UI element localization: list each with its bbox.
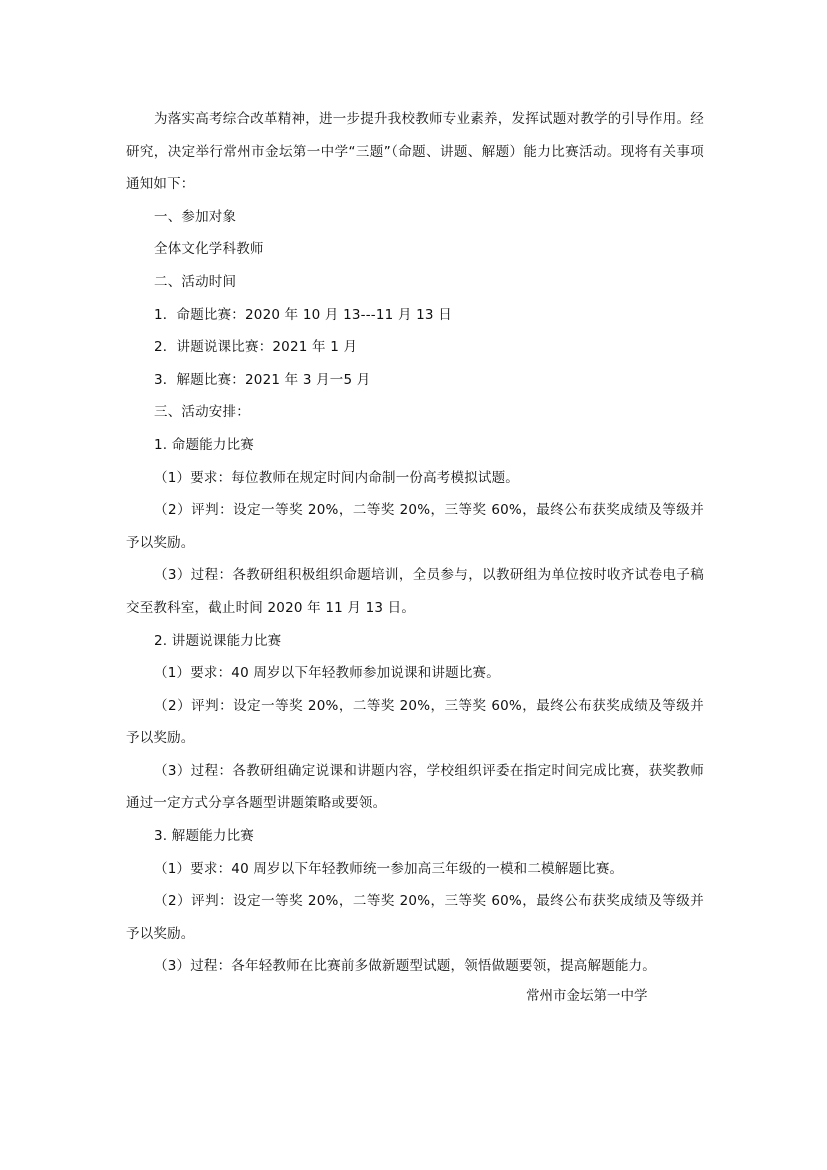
time-item-2: 2．讲题说课比赛：2021 年 1 月 xyxy=(154,339,358,356)
time-item-1: 1．命题比赛：2020 年 10 月 13---11 月 13 日 xyxy=(154,306,452,323)
intro-paragraph: 为落实高考综合改革精神，进一步提升我校教师专业素养，发挥试题对教学的引导作用。经研究，决定举行常州市金坛第一中学“三题”（命题、讲题、解题）能力比赛活动。现将有关事项通知如下： xyxy=(126,111,704,193)
subsection-heading-3: 3. 解题能力比赛 xyxy=(154,828,254,845)
time-item-3: 3．解题比赛：2021 年 3 月一5 月 xyxy=(154,371,371,388)
section-heading-participants: 一、参加对象 xyxy=(154,208,237,225)
subsection-1-process: （3）过程：各教研组积极组织命题培训，全员参与，以教研组为单位按时收齐试卷电子稿交至教科室，截止时间 2020 年 11 月 13 日。 xyxy=(126,567,704,616)
section-heading-arrangement: 三、活动安排： xyxy=(154,404,250,421)
subsection-heading-2: 2. 讲题说课能力比赛 xyxy=(154,632,282,649)
subsection-1-requirement: （1）要求：每位教师在规定时间内命制一份高考模拟试题。 xyxy=(154,469,519,486)
participants-text: 全体文化学科教师 xyxy=(154,241,264,258)
subsection-3-judging: （2）评判：设定一等奖 20%，二等奖 20%，三等奖 60%，最终公布获奖成绩及等级并予以奖励。 xyxy=(126,893,704,942)
subsection-heading-1: 1. 命题能力比赛 xyxy=(154,436,254,453)
subsection-2-requirement: （1）要求：40 周岁以下年轻教师参加说课和讲题比赛。 xyxy=(154,665,500,682)
subsection-1-judging: （2）评判：设定一等奖 20%，二等奖 20%，三等奖 60%，最终公布获奖成绩及等级并予以奖励。 xyxy=(126,502,704,551)
subsection-3-requirement: （1）要求：40 周岁以下年轻教师统一参加高三年级的一模和二模解题比赛。 xyxy=(154,860,624,877)
section-heading-time: 二、活动时间 xyxy=(154,273,237,290)
document-body xyxy=(126,103,704,983)
signature: 常州市金坛第一中学 xyxy=(526,988,648,1004)
subsection-2-process: （3）过程：各教研组确定说课和讲题内容，学校组织评委在指定时间完成比赛，获奖教师通过一定方式分享各题型讲题策略或要领。 xyxy=(126,762,704,812)
subsection-2-judging: （2）评判：设定一等奖 20%，二等奖 20%，三等奖 60%，最终公布获奖成绩及等级并予以奖励。 xyxy=(126,697,704,747)
subsection-3-process: （3）过程：各年轻教师在比赛前多做新题型试题，领悟做题要领，提高解题能力。 xyxy=(154,958,656,975)
